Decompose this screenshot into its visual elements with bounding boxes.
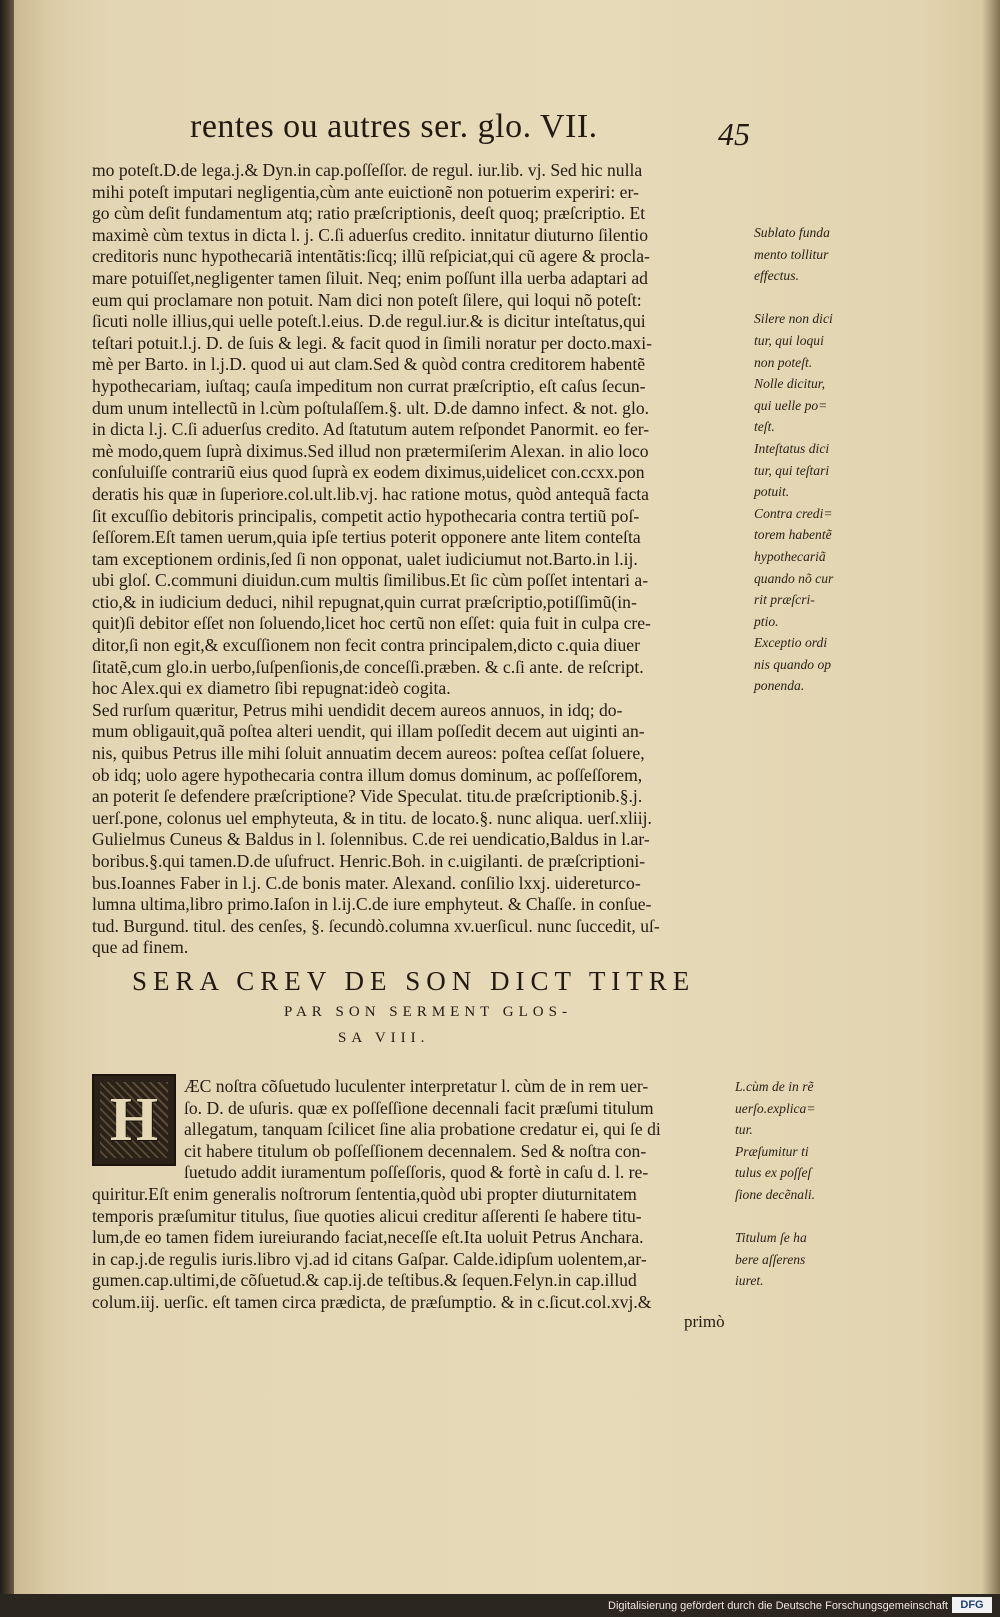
margin-note-line: hypothecariã [754, 548, 826, 564]
margin-note-line: Præſumitur ti [735, 1143, 809, 1159]
text-line: tud. Burgund. titul. des cenſes, §. ſecundò.columna xv.uerſicul. nunc ſuccedit, uſ- [92, 915, 660, 936]
main-text-block [92, 160, 752, 959]
text-line: ubi gloſ. C.communi diuidun.cum multis ſimilibus.Et ſic cùm poſſet intentari a- [92, 570, 649, 591]
text-line: ſeſſorem.Eſt tamen uerum,quia ipſe tertius poterit opponere ante litem conteſta [92, 527, 641, 548]
text-line: lumna ultima,libro primo.Iaſon in l.ij.C.de iure emphyteut. & Chaſſe. in conſue- [92, 894, 652, 915]
margin-note-line [754, 287, 954, 309]
text-line: uerſ.pone, colonus uel emphyteuta, & in titu. de locato.§. nunc aliqua. uerſ.xliij. [92, 807, 652, 828]
text-line: ſit excuſſio debitoris principalis, competit actio hypothecaria contra tertiũ poſ- [92, 505, 640, 526]
margin-note-line: nis quando op [754, 656, 832, 672]
text-line: an poterit ſe defendere præſcriptione? Vide Speculat. titu.de præſcriptionib.§.j. [92, 786, 643, 807]
margin-note-line: quando nõ cur [754, 570, 834, 586]
digitization-footer [0, 1594, 1000, 1617]
text-line: mare potuiſſet,negligenter tamen ſiluit. Neq; enim poſſunt illa uerba adaptari ad [92, 267, 648, 288]
text-line: mo poteſt.D.de lega.j.& Dyn.in cap.poſſeſſor. de regul. iur.lib. vj. Sed hic nulla [92, 160, 643, 180]
text-line: ſo. D. de uſuris. quæ ex poſſeſſione decennali facit præſumi titulum [184, 1097, 654, 1118]
margin-note-line: torem habentẽ [754, 527, 832, 543]
catchword: primò [684, 1312, 725, 1331]
text-line: cit habere titulum ob poſſeſſionem decennalem. Sed & noſtra con- [184, 1140, 647, 1161]
margin-note-line: uerſo.explica= [735, 1100, 816, 1116]
text-line: eum qui proclamare non potuit. Nam dici non poteſt ſilere, qui loqui nõ poteſt: [92, 289, 642, 310]
footer-text: Digitalisierung gefördert durch die Deutsche Forschungsgemeinschaft [608, 1599, 948, 1612]
text-line: temporis præſumitur titulus, ſiue quoties alicui creditur aſſerenti ſe habere titu- [92, 1205, 642, 1226]
text-line: quiritur.Eſt enim generalis noſtrorum ſententia,quòd ubi propter diuturnitatem [92, 1183, 637, 1204]
margin-note-line: Exceptio ordi [754, 635, 828, 651]
text-line: ditor,ſi non egit,& excuſſionem non fecit contra principalem,dicto c.quia diuer [92, 635, 640, 656]
text-line: boribus.§.qui tamen.D.de uſufruct. Henric.Boh. in c.uigilanti. de præſcriptioni- [92, 851, 646, 871]
margin-note-line: tur. [735, 1122, 753, 1138]
margin-note-line: ptio. [754, 613, 779, 629]
margin-note-line: iuret. [735, 1273, 764, 1289]
margin-note-line: non poteſt. [754, 354, 813, 370]
text-line: dum unum intellectũ in l.cùm poſtulaſſem.§. ult. D.de damno infect. & not. glo. [92, 397, 650, 418]
text-line: quit)ſi debitor eſſet non ſoluendo,licet hoc certũ non eſſet: quia fuit in culpa cre- [92, 613, 651, 634]
text-line: conſuluiſſe contrariũ eius quod ſuprà ex eodem diximus,uidelicet con.ccxx.pon [92, 462, 645, 483]
text-line: allegatum, tanquam ſcilicet ſine alia probatione credatur ei, qui ſe di [184, 1119, 661, 1140]
decorated-initial [92, 1074, 176, 1166]
margin-note-line: mento tollitur [754, 246, 829, 262]
margin-note-line: tur, qui teſtari [754, 462, 830, 478]
margin-note-line: Titulum ſe ha [735, 1230, 807, 1246]
text-line: bus.Ioannes Faber in l.j. C.de bonis mater. Alexand. conſilio lxxj. uidereturco- [92, 872, 641, 893]
text-line: nis, quibus Petrus ille mihi ſoluit annuatim decem aureos: poſtea ceſſat ſoluere, [92, 743, 645, 764]
running-title: rentes ou autres ser. glo. VII. [190, 108, 598, 145]
text-line: ſitatẽ,cum glo.in uerbo,ſuſpenſionis,de conceſſi.præben. & c.ſi ante. de reſcript. [92, 656, 644, 677]
text-line: ÆC noſtra cõſuetudo luculenter interpretatur l. cùm de in rem uer- [184, 1076, 649, 1096]
margin-note-line: effectus. [754, 268, 799, 284]
text-line: mum obligauit,quã poſtea alteri uendit, qui illam poſſedit decem aut uiginti an- [92, 721, 645, 742]
text-line: creditoris nunc hypothecariã intentãtis:ſicq; illũ reſpiciat,qui cũ agere & procla- [92, 246, 650, 267]
dfg-logo [952, 1597, 992, 1613]
margin-note-line: Silere non dici [754, 311, 833, 327]
text-line: go cùm deſit fundamentum atq; ratio præſcriptionis, deeſt quoq; præſcriptio. Et [92, 203, 646, 224]
text-line: ſicuti nolle illius,qui uelle poteſt.l.eius. D.de regul.iur.& is dicitur inteſtatus,qui [92, 311, 646, 332]
dfg-logo-text: DFG [960, 1599, 984, 1611]
text-line: maximè cùm textus in dicta l. j. C.ſi aduerſus credito. innitatur diuturno ſilentio [92, 224, 649, 245]
margin-note-line: Inteſtatus dici [754, 440, 830, 456]
gloss-text-block [92, 1076, 752, 1314]
initial-letter: H [109, 1086, 159, 1154]
margin-note-line: teſt. [754, 419, 775, 435]
margin-note-line: rit præſcri- [754, 592, 815, 608]
page-edge-shadow [982, 0, 1000, 1594]
text-line: mè modo,quem ſuprà diximus.Sed illud non prætermiſerim Alexan. in alio loco [92, 440, 649, 461]
margin-note-line: potuit. [754, 484, 790, 500]
text-line: teſtari potuit.l.j. D. de ſuis & legi. & facit quod in ſimili noratur per docto.maxi- [92, 332, 652, 353]
book-spine [0, 0, 14, 1617]
text-line: ſuetudo addit iuramentum poſſeſſoris, quod & fortè in caſu d. l. re- [184, 1162, 649, 1183]
text-line: mihi poteſt imputari negligentia,cùm ante euictionẽ non potuerim experiri: er- [92, 181, 639, 202]
margin-note-line [735, 1206, 955, 1228]
margin-note-line: qui uelle po= [754, 397, 828, 413]
section-title-line-2: PAR SON SERMENT GLOS- [284, 1004, 572, 1020]
text-line: in dicta l.j. C.ſi aduerſus credito. Ad ſtatutum autem reſpondet Panormit. eo fer- [92, 419, 650, 440]
text-line: ctio,& in iudicium deduci, nihil repugnat,quin currat præſcriptio,potiſſimũ(in- [92, 591, 637, 612]
margin-note-line: bere aſſerens [735, 1251, 806, 1267]
text-line: hypothecariam, iuſtaq; cauſa impeditum non currat præſcriptio, eſt caſus ſecun- [92, 375, 646, 396]
text-line: lum,de eo tamen fidem iureiurando faciat,neceſſe eſt.Ita uoluit Petrus Anchara. [92, 1227, 644, 1248]
margin-note-line: ponenda. [754, 678, 805, 694]
text-line: deratis his quæ in ſuperiore.col.ult.lib.vj. hac ratione motus, quòd antequã facta [92, 483, 649, 504]
margin-note-line: Sublato funda [754, 225, 830, 240]
text-line: Sed rurſum quæritur, Petrus mihi uendidit decem aureos annuos, in idq; do- [92, 699, 623, 720]
section-title-line-1: SERA CREV DE SON DICT TITRE [132, 966, 696, 996]
text-line: colum.iij. uerſic. eſt tamen circa prædicta, de præſumptio. & in c.ſicut.col.xvj.& [92, 1291, 652, 1312]
text-line: tam exceptionem ordinis,ſed ſi non opponat, ualet iudiciumut not.Barto.in l.ij. [92, 548, 638, 569]
text-line: in cap.j.de regulis iuris.libro vj.ad id citans Gaſpar. Calde.idipſum uolentem,ar- [92, 1248, 647, 1269]
page-number: 45 [718, 116, 750, 152]
text-line: Gulielmus Cuneus & Baldus in l. ſolennibus. C.de rei uendicatio,Baldus in l.ar- [92, 829, 650, 850]
margin-note-line: tur, qui loqui [754, 332, 824, 348]
text-line: hoc Alex.qui ex diametro ſibi repugnat:ideò cogita. [92, 678, 451, 699]
margin-notes-upper [754, 222, 954, 697]
margin-notes-lower [735, 1076, 955, 1292]
margin-note-line: tulus ex poſſeſ [735, 1165, 812, 1181]
margin-note-line: L.cùm de in rẽ [735, 1079, 814, 1094]
margin-note-line: Contra credi= [754, 505, 833, 521]
text-line: ob idq; uolo agere hypothecaria contra illum domus dominum, ac poſſeſſorem, [92, 764, 643, 785]
margin-note-line: ſione decẽnali. [735, 1186, 816, 1202]
text-line: que ad finem. [92, 937, 189, 958]
margin-note-line: Nolle dicitur, [754, 376, 825, 392]
text-line: mè per Barto. in l.j.D. quod ui aut clam.Sed & quòd contra creditorem habentẽ [92, 354, 646, 375]
text-line: gumen.cap.ultimi,de cõſuetud.& cap.ij.de teſtibus.& ſequen.Felyn.in cap.illud [92, 1270, 637, 1291]
section-title-line-3: SA VIII. [338, 1030, 430, 1046]
